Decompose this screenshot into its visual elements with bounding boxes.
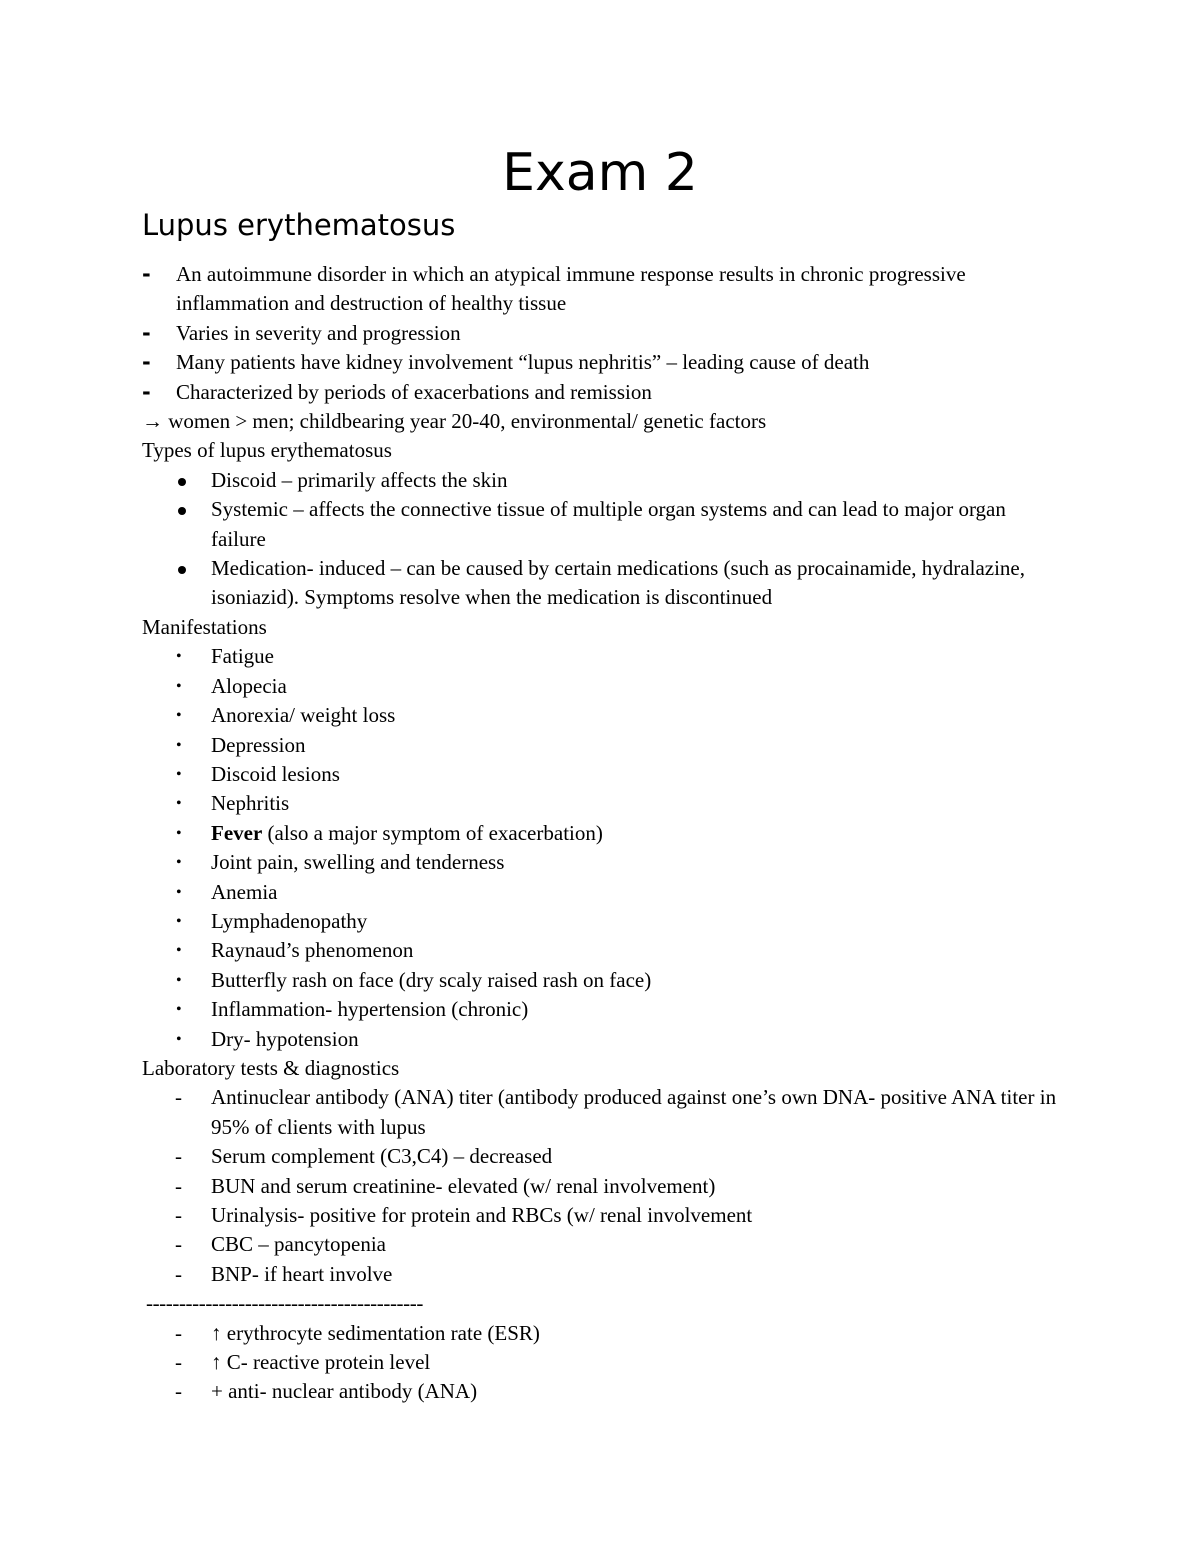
dash-bullet: - — [175, 1085, 182, 1110]
bullet-icon: • — [176, 854, 182, 872]
list-item: - CBC – pancytopenia — [0, 1230, 1200, 1259]
list-item: - Characterized by periods of exacerbations and remission — [0, 378, 1200, 407]
lab-extra-list — [0, 1319, 1200, 1407]
list-item: • Butterfly rash on face (dry scaly raised rash on face) — [0, 966, 1200, 995]
list-item: - + anti- nuclear antibody (ANA) — [0, 1377, 1200, 1406]
emphasis-text: Fever — [211, 820, 263, 845]
list-item: - BUN and serum creatinine- elevated (w/ renal involvement) — [0, 1172, 1200, 1201]
bullet-icon: • — [176, 736, 182, 754]
bullet-icon: • — [176, 1001, 182, 1019]
types-label: Types of lupus erythematosus — [142, 438, 392, 463]
document-body — [0, 260, 1200, 1407]
list-item: • Dry- hypotension — [0, 1025, 1200, 1054]
dash-bullet: - — [175, 1320, 182, 1345]
bullet-icon: • — [176, 912, 182, 930]
list-item: • Joint pain, swelling and tenderness — [0, 848, 1200, 877]
list-item: • Depression — [0, 731, 1200, 760]
section-heading: Lupus erythematosus — [142, 208, 456, 242]
intro-list — [0, 260, 1200, 407]
lab-tests-label: Laboratory tests & diagnostics — [142, 1055, 400, 1080]
list-item: - Urinalysis- positive for protein and RBCs (w/ renal involvement — [0, 1201, 1200, 1230]
list-item: - ↑ erythrocyte sedimentation rate (ESR) — [0, 1319, 1200, 1348]
lab-tests-list — [0, 1083, 1200, 1289]
list-item: • Lymphadenopathy — [0, 907, 1200, 936]
bullet-icon: • — [176, 677, 182, 695]
list-item: - Varies in severity and progression — [0, 319, 1200, 348]
types-list — [0, 466, 1200, 613]
risk-factors-line: → women > men; childbearing year 20-40, environmental/ genetic factors — [142, 409, 767, 434]
dash-bullet: - — [142, 379, 151, 404]
dash-bullet: - — [175, 1379, 182, 1404]
dash-bullet: - — [175, 1203, 182, 1227]
page-title: Exam 2 — [502, 143, 698, 203]
dash-bullet: - — [175, 1144, 182, 1169]
manifestations-list — [0, 642, 1200, 1054]
list-item: Systemic – affects the connective tissue of multiple organ systems and can lead to major organ failure — [0, 495, 1200, 554]
bullet-icon — [178, 478, 186, 486]
bullet-icon: • — [176, 648, 182, 666]
list-item: - BNP- if heart involve — [0, 1260, 1200, 1289]
list-item: - ↑ C- reactive protein level — [0, 1348, 1200, 1377]
list-item: • Raynaud’s phenomenon — [0, 936, 1200, 965]
list-item: • Fatigue — [0, 642, 1200, 671]
dash-bullet: - — [175, 1350, 182, 1375]
bullet-icon: • — [176, 1030, 182, 1048]
list-item: • Nephritis — [0, 789, 1200, 818]
list-item: Medication- induced – can be caused by certain medications (such as procainamide, hydralazine, isoniazid). Symptoms resolve when the medication is discontinued — [0, 554, 1200, 613]
dash-bullet: - — [142, 320, 151, 345]
dash-bullet: - — [175, 1232, 182, 1257]
bullet-icon — [178, 566, 186, 574]
list-item: • Inflammation- hypertension (chronic) — [0, 995, 1200, 1024]
list-item: - Antinuclear antibody (ANA) titer (antibody produced against one’s own DNA- positive ANA titer in 95% of clients with lupus — [175, 1085, 1057, 1139]
dash-bullet: - — [175, 1261, 182, 1286]
list-item: • Fever (also a major symptom of exacerbation) — [0, 819, 1200, 848]
bullet-icon: • — [176, 707, 182, 725]
bullet-icon: • — [176, 971, 182, 989]
dash-bullet: - — [142, 262, 151, 286]
bullet-icon: • — [176, 942, 182, 960]
bullet-icon: • — [176, 824, 182, 842]
bullet-icon: • — [176, 765, 182, 783]
dash-bullet: - — [175, 1173, 182, 1198]
list-item: • Anorexia/ weight loss — [0, 701, 1200, 730]
list-item: - An autoimmune disorder in which an atypical immune response results in chronic progressive inflammation and destruction of healthy tissue — [142, 262, 966, 316]
separator-line: ------------------------------------------ — [146, 1291, 423, 1316]
list-item: - Serum complement (C3,C4) – decreased — [0, 1142, 1200, 1171]
manifestations-label: Manifestations — [142, 614, 267, 639]
list-item: • Anemia — [0, 878, 1200, 907]
bullet-icon: • — [176, 795, 182, 813]
list-item: • Discoid lesions — [0, 760, 1200, 789]
bullet-icon: • — [176, 883, 182, 901]
list-item: Discoid – primarily affects the skin — [0, 466, 1200, 495]
list-item: - Many patients have kidney involvement “lupus nephritis” – leading cause of death — [0, 348, 1200, 377]
bullet-icon — [178, 507, 186, 515]
dash-bullet: - — [142, 350, 151, 375]
list-item: • Alopecia — [0, 672, 1200, 701]
